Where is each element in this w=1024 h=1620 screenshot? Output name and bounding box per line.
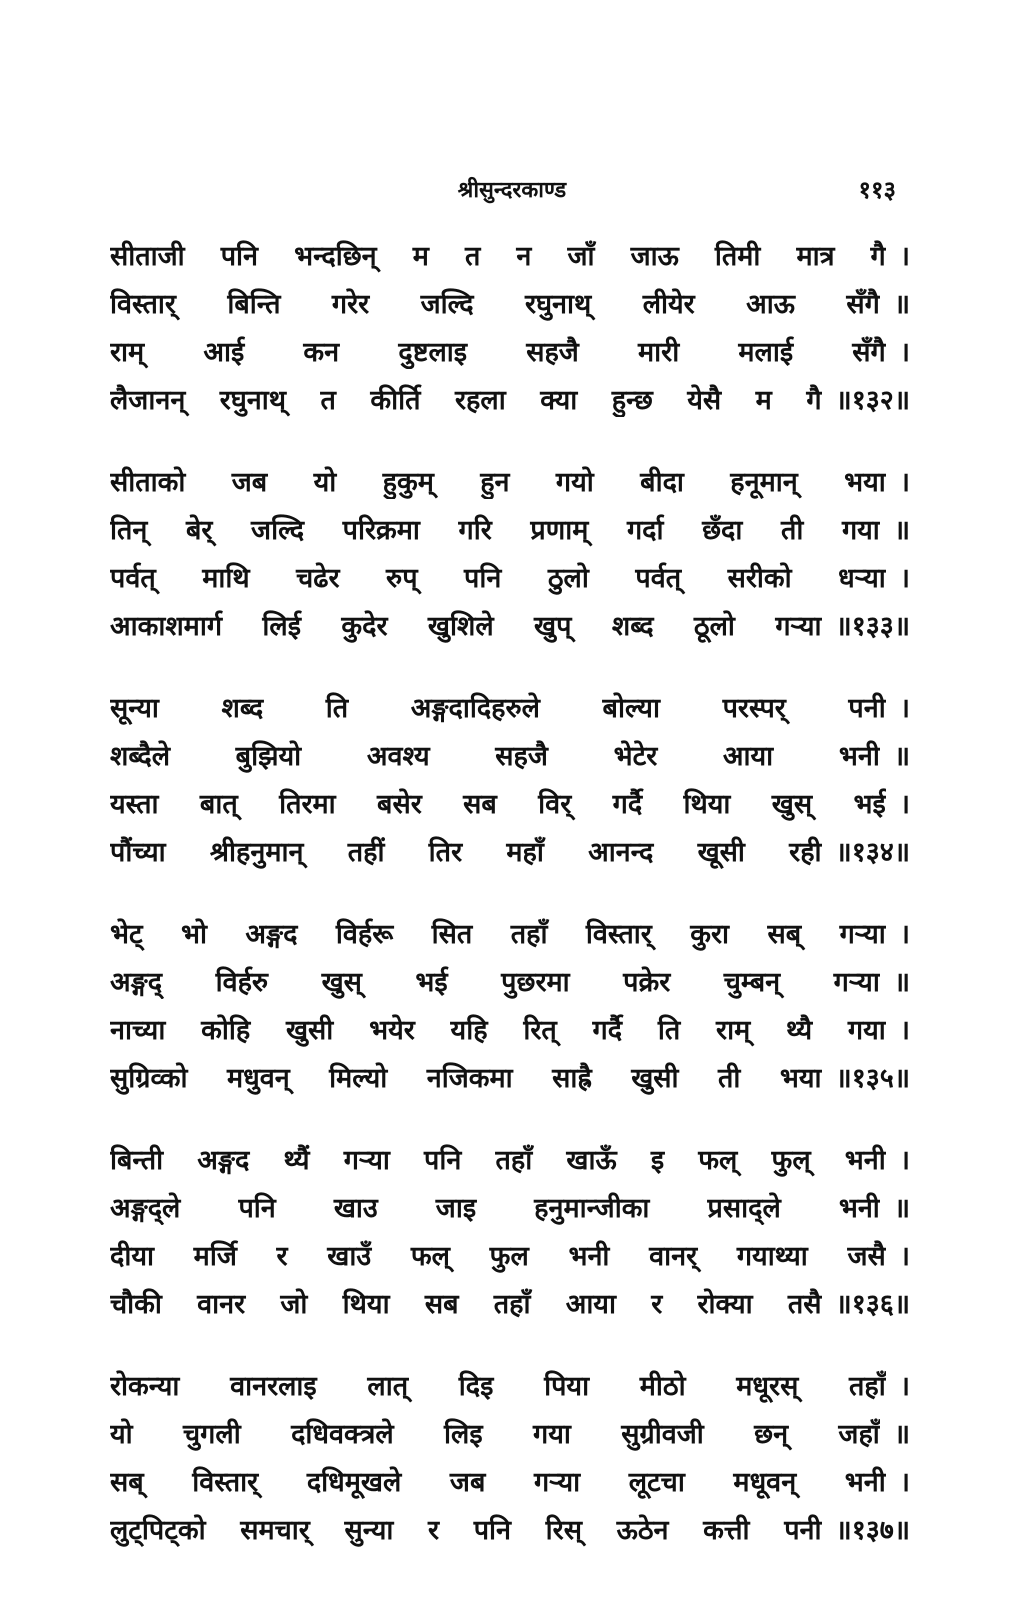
verse-line-text: पौंच्या श्रीहनुमान् तहीं तिर महाँ आनन्द खूसी रही bbox=[110, 837, 822, 868]
verse-line bbox=[110, 1284, 910, 1332]
verse-line-text: यस्ता बात् तिरमा बसेर सब विर् गर्दै थिया खुस् भई bbox=[110, 789, 886, 820]
verse-danda-mark: । bbox=[899, 1371, 910, 1402]
section-title: श्रीसुन्दरकाण्ड bbox=[457, 177, 567, 203]
verse-line-text: सीताजी पनि भन्दछिन् म त न जाँ जाऊ तिमी मात्र गै bbox=[110, 241, 886, 272]
verse-line bbox=[110, 1510, 910, 1558]
verse-danda-mark: । bbox=[899, 241, 910, 272]
verse-line bbox=[110, 380, 910, 428]
verse-line bbox=[110, 236, 910, 284]
verse-danda-mark: ॥ bbox=[893, 1419, 910, 1450]
verse-line-text: राम् आई कन दुष्टलाइ सहजै मारी मलाई सँगै bbox=[110, 337, 886, 368]
verse-danda-mark: । bbox=[899, 789, 910, 820]
verse-danda-mark: ॥१३३॥ bbox=[835, 611, 910, 642]
verse-block bbox=[110, 236, 910, 1592]
verse-line bbox=[110, 1188, 910, 1236]
verse-line-text: पर्वत् माथि चढेर रुप् पनि ठुलो पर्वत् सरीको धऱ्या bbox=[110, 563, 886, 594]
verse-line bbox=[110, 462, 910, 510]
verse-line-text: आकाशमार्ग लिई कुदेर खुशिले खुप् शब्द ठूलो गऱ्या bbox=[110, 611, 822, 642]
verse-danda-mark: ॥१३४॥ bbox=[835, 837, 910, 868]
verse-danda-mark: । bbox=[899, 467, 910, 498]
verse-line-text: यो चुगली दधिवक्त्रले लिइ गया सुग्रीवजी छन् जहाँ bbox=[110, 1419, 880, 1450]
verse-line bbox=[110, 1010, 910, 1058]
verse-line bbox=[110, 1140, 910, 1188]
verse-line bbox=[110, 558, 910, 606]
verse-danda-mark: ॥१३७॥ bbox=[835, 1515, 910, 1546]
verse-stanza bbox=[110, 914, 910, 1106]
verse-line bbox=[110, 1058, 910, 1106]
verse-line-text: दीया मर्जि र खाउँ फल् फुल भनी वानर् गयाथ्या जसै bbox=[110, 1241, 886, 1272]
verse-danda-mark: ॥१३६॥ bbox=[835, 1289, 910, 1320]
verse-danda-mark: । bbox=[899, 1015, 910, 1046]
verse-danda-mark: । bbox=[899, 693, 910, 724]
verse-line-text: तिन् बेर् जल्दि परिक्रमा गरि प्रणाम् गर्दा छँदा ती गया bbox=[110, 515, 880, 546]
verse-danda-mark: । bbox=[899, 1467, 910, 1498]
page-number: ११३ bbox=[858, 175, 896, 204]
verse-line bbox=[110, 1366, 910, 1414]
verse-line bbox=[110, 914, 910, 962]
verse-danda-mark: ॥ bbox=[893, 1193, 910, 1224]
verse-line-text: अङ्गद् विर्हरु खुस् भई पुछरमा पक्रेर चुम्बन् गऱ्या bbox=[110, 967, 880, 998]
verse-danda-mark: ॥ bbox=[893, 289, 910, 320]
verse-line-text: सब् विस्तार् दधिमूखले जब गऱ्या लूटचा मधूवन् भनी bbox=[110, 1467, 886, 1498]
verse-line bbox=[110, 1236, 910, 1284]
verse-danda-mark: ॥ bbox=[893, 515, 910, 546]
verse-line-text: सीताको जब यो हुकुम् हुन गयो बीदा हनूमान् भया bbox=[110, 467, 886, 498]
verse-line bbox=[110, 736, 910, 784]
verse-line-text: सुग्रिव्को मधुवन् मिल्यो नजिकमा साह्रै खुसी ती भया bbox=[110, 1063, 822, 1094]
verse-line-text: लुट्पिट्को समचार् सुन्या र पनि रिस् ऊठेन कत्ती पनी bbox=[110, 1515, 822, 1546]
verse-line bbox=[110, 1414, 910, 1462]
running-header bbox=[0, 170, 1024, 210]
verse-line bbox=[110, 688, 910, 736]
verse-danda-mark: । bbox=[899, 337, 910, 368]
verse-line bbox=[110, 606, 910, 654]
verse-line bbox=[110, 832, 910, 880]
verse-stanza bbox=[110, 462, 910, 654]
verse-line-text: अङ्गद्ले पनि खाउ जाइ हनुमान्जीका प्रसाद्ले भनी bbox=[110, 1193, 880, 1224]
verse-danda-mark: । bbox=[899, 919, 910, 950]
verse-line bbox=[110, 510, 910, 558]
verse-line-text: नाच्या कोहि खुसी भयेर यहि रित् गर्दै ति राम् थ्यै गया bbox=[110, 1015, 886, 1046]
verse-line bbox=[110, 1462, 910, 1510]
verse-line bbox=[110, 784, 910, 832]
verse-line-text: रोकन्या वानरलाइ लात् दिइ पिया मीठो मधूरस् तहाँ bbox=[110, 1371, 886, 1402]
verse-line-text: लैजानन् रघुनाथ् त कीर्ति रहला क्या हुन्छ येसै म गै bbox=[110, 385, 822, 416]
verse-line-text: विस्तार् बिन्ति गरेर जल्दि रघुनाथ् लीयेर आऊ सँगै bbox=[110, 289, 880, 320]
verse-line bbox=[110, 962, 910, 1010]
verse-line-text: सून्या शब्द ति अङ्गदादिहरुले बोल्या परस्पर् पनी bbox=[110, 693, 886, 724]
verse-danda-mark: । bbox=[899, 1241, 910, 1272]
verse-line-text: चौकी वानर जो थिया सब तहाँ आया र रोक्या तसै bbox=[110, 1289, 822, 1320]
verse-stanza bbox=[110, 1366, 910, 1558]
verse-danda-mark: ॥ bbox=[893, 967, 910, 998]
verse-danda-mark: ॥ bbox=[893, 741, 910, 772]
verse-danda-mark: ॥१३५॥ bbox=[835, 1063, 910, 1094]
verse-stanza bbox=[110, 236, 910, 428]
verse-stanza bbox=[110, 1140, 910, 1332]
verse-line bbox=[110, 284, 910, 332]
verse-danda-mark: । bbox=[899, 1145, 910, 1176]
verse-line-text: शब्दैले बुझियो अवश्य सहजै भेटेर आया भनी bbox=[110, 741, 880, 772]
verse-line-text: बिन्ती अङ्गद थ्यैं गऱ्या पनि तहाँ खाऊँ इ फल् फुल् भनी bbox=[110, 1145, 886, 1176]
verse-danda-mark: । bbox=[899, 563, 910, 594]
verse-stanza bbox=[110, 688, 910, 880]
verse-line bbox=[110, 332, 910, 380]
verse-danda-mark: ॥१३२॥ bbox=[835, 385, 910, 416]
verse-line-text: भेट् भो अङ्गद विर्हरू सित तहाँ विस्तार् कुरा सब् गऱ्या bbox=[110, 919, 886, 950]
